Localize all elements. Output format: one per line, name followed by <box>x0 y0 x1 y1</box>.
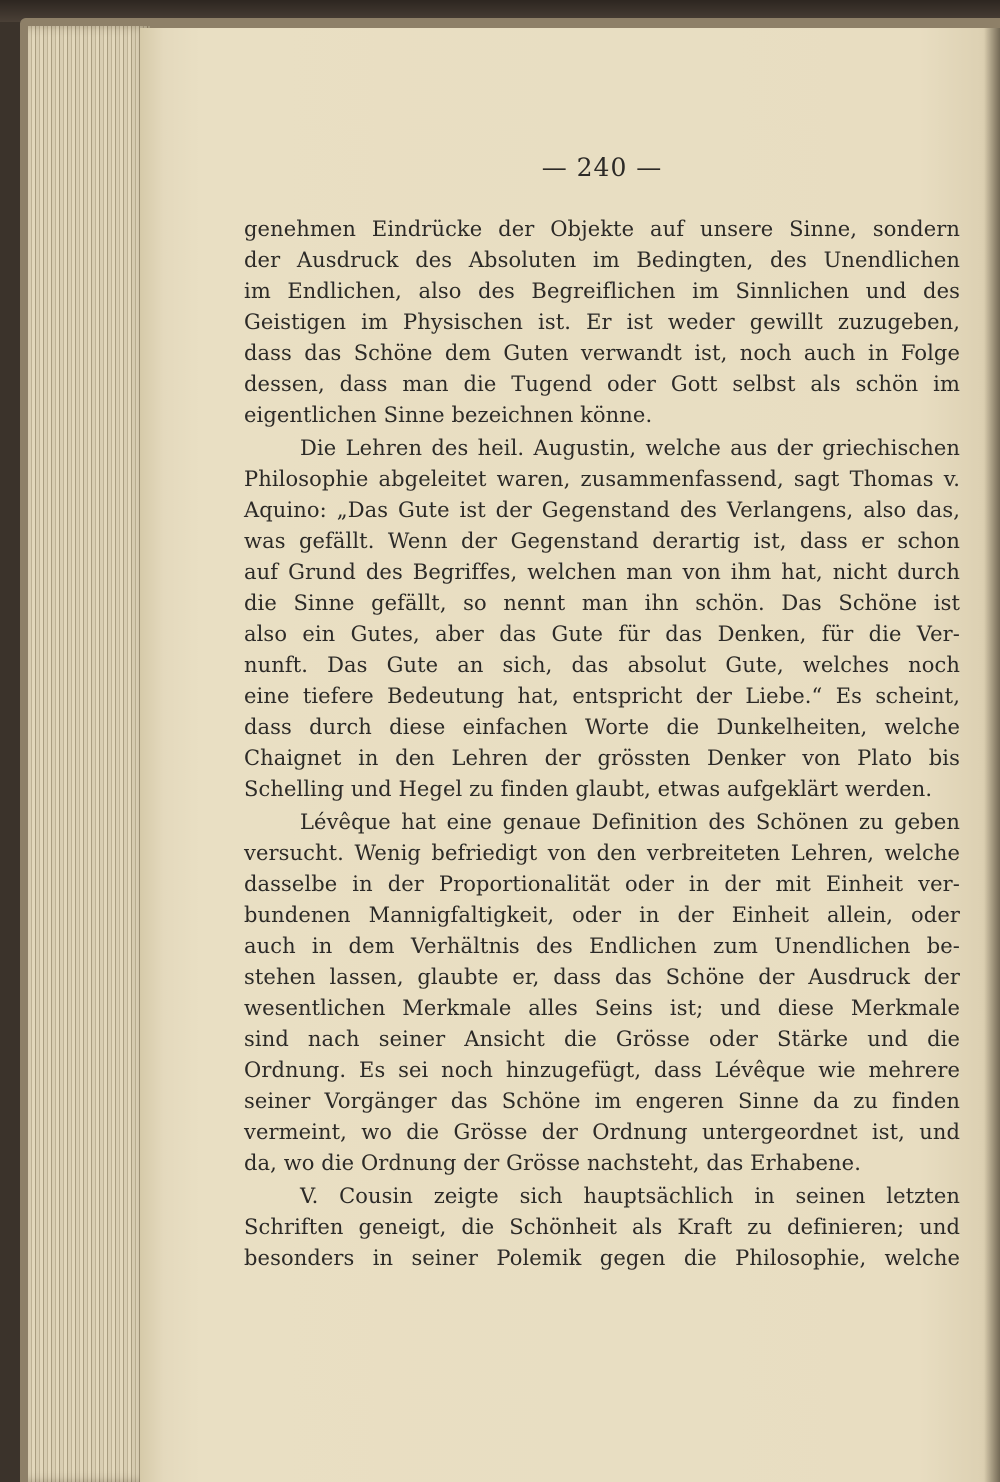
text-line: sind nach seiner Ansicht die Grösse oder Stärke und die <box>244 1027 960 1051</box>
page-right-shadow <box>984 28 1000 1482</box>
text-line: im Endlichen, also des Begreiflichen im Sinnlichen und des <box>244 279 960 303</box>
text-line: Geistigen im Physischen ist. Er ist weder gewillt zuzugeben, <box>244 310 960 334</box>
text-line: Ordnung. Es sei noch hinzugefügt, dass Lévêque wie mehrere <box>244 1058 960 1082</box>
text-line: dass durch diese einfachen Worte die Dunkelheiten, welche <box>244 715 960 739</box>
text-line: der Ausdruck des Absoluten im Bedingten, des Unendlichen <box>244 248 960 272</box>
text-line: genehmen Eindrücke der Objekte auf unsere Sinne, sondern <box>244 217 960 241</box>
text-line: wesentlichen Merkmale alles Seins ist; und diese Merkmale <box>244 996 960 1020</box>
text-line: stehen lassen, glaubte er, dass das Schöne der Ausdruck der <box>244 965 960 989</box>
text-line: dessen, dass man die Tugend oder Gott selbst als schön im <box>244 372 960 396</box>
text-line: Lévêque hat eine genaue Definition des Schönen zu geben <box>300 810 960 834</box>
page-stack-edges <box>28 26 150 1482</box>
text-line: seiner Vorgänger das Schöne im engeren Sinne da zu finden <box>244 1089 960 1113</box>
page-number: — 240 — <box>541 153 663 182</box>
text-line: also ein Gutes, aber das Gute für das Denken, für die Ver- <box>244 622 960 646</box>
text-line: auf Grund des Begriffes, welchen man von ihm hat, nicht durch <box>244 560 960 584</box>
text-line: da, wo die Ordnung der Grösse nachsteht, das Erhabene. <box>244 1151 861 1175</box>
text-line: eigentlichen Sinne bezeichnen könne. <box>244 403 653 427</box>
text-line: bundenen Mannigfaltigkeit, oder in der Einheit allein, oder <box>244 903 960 927</box>
text-line: Aquino: „Das Gute ist der Gegenstand des Verlangens, also das, <box>244 498 960 522</box>
text-line: auch in dem Verhältnis des Endlichen zum Unendlichen be- <box>244 934 960 958</box>
text-line: eine tiefere Bedeutung hat, entspricht der Liebe.“ Es scheint, <box>244 684 960 708</box>
text-line: Chaignet in den Lehren der grössten Denker von Plato bis <box>244 746 960 770</box>
text-line: Schelling und Hegel zu finden glaubt, etwas aufgeklärt werden. <box>244 777 933 801</box>
text-line: dass das Schöne dem Guten verwandt ist, noch auch in Folge <box>244 341 960 365</box>
text-line: versucht. Wenig befriedigt von den verbreiteten Lehren, welche <box>244 841 960 865</box>
text-line: vermeint, wo die Grösse der Ordnung untergeordnet ist, und <box>244 1120 960 1144</box>
text-line: Die Lehren des heil. Augustin, welche aus der griechischen <box>300 436 960 460</box>
text-line: Philosophie abgeleitet waren, zusammenfassend, sagt Thomas v. <box>244 467 960 491</box>
text-line: nunft. Das Gute an sich, das absolut Gute, welches noch <box>244 653 960 677</box>
text-line: besonders in seiner Polemik gegen die Philosophie, welche <box>244 1246 960 1270</box>
text-line: Schriften geneigt, die Schönheit als Kraft zu definieren; und <box>244 1215 960 1239</box>
text-line: dasselbe in der Proportionalität oder in der mit Einheit ver- <box>244 872 960 896</box>
text-line: V. Cousin zeigte sich hauptsächlich in seinen letzten <box>300 1184 960 1208</box>
text-line: was gefällt. Wenn der Gegenstand derartig ist, dass er schon <box>244 529 960 553</box>
text-line: die Sinne gefällt, so nennt man ihn schön. Das Schöne ist <box>244 591 960 615</box>
